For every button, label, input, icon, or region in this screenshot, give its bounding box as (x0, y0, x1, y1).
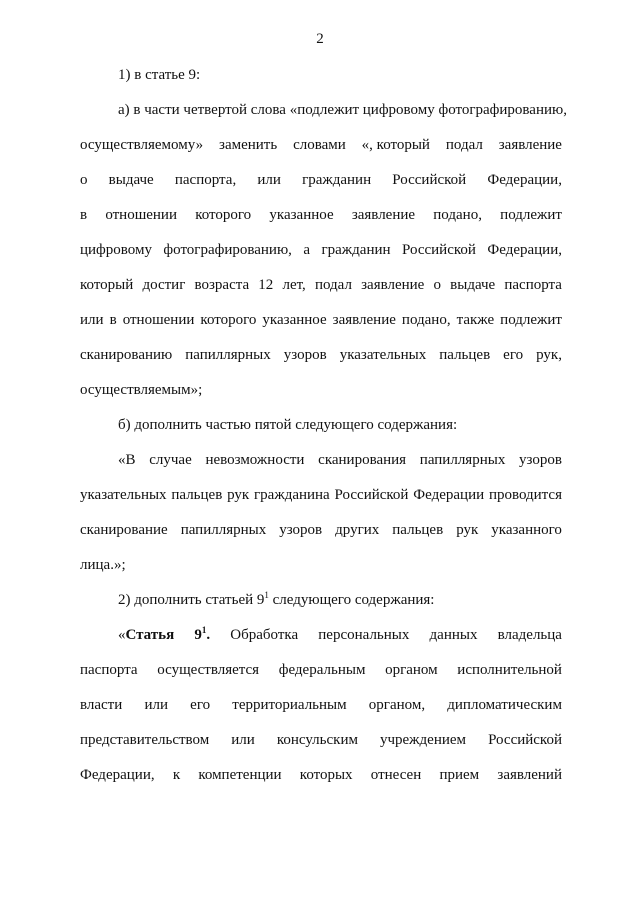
word: заявление (351, 207, 416, 223)
word: других (335, 522, 380, 538)
word: его (190, 697, 211, 713)
text-line (80, 346, 562, 364)
word: словами (293, 137, 346, 153)
superscript: 1 (264, 590, 269, 600)
word: заменить (219, 137, 278, 153)
word: прием (439, 767, 480, 783)
word: отношении (105, 207, 177, 223)
word: подано, (401, 312, 451, 328)
word: которого (200, 312, 257, 328)
word: папиллярных (185, 347, 271, 363)
word: фотографированию, (163, 242, 292, 258)
article-dot: . (206, 627, 211, 643)
word: подлежит (500, 312, 562, 328)
text-line (80, 171, 562, 189)
quote-mark: « (118, 627, 126, 643)
text-line (80, 696, 562, 714)
word: указательных (339, 347, 427, 363)
word: органом, (368, 697, 426, 713)
text-line (80, 521, 562, 539)
word: власти (80, 697, 123, 713)
word: Российской (402, 242, 476, 258)
word: узоров (519, 452, 562, 468)
word: паспорта (504, 277, 562, 293)
word: пальцев (392, 522, 444, 538)
word: консульским (276, 732, 358, 748)
word: 12 (258, 277, 274, 293)
word: пальцев (439, 347, 491, 363)
word: Российской (392, 172, 467, 188)
article-heading (118, 626, 174, 644)
word: цифровому (80, 242, 152, 258)
word: которых (299, 767, 353, 783)
text-line (80, 661, 562, 679)
text-line (80, 241, 562, 259)
word: проводится (488, 487, 562, 503)
word: узоров (279, 522, 323, 538)
word: также (456, 312, 495, 328)
word: заявление (498, 137, 562, 153)
text-line: осуществляемым»; (80, 382, 203, 398)
word: федеральным (278, 662, 366, 678)
word: или (144, 697, 168, 713)
word: в (109, 312, 117, 328)
word: «В (118, 452, 136, 468)
word: выдаче (108, 172, 154, 188)
text-line (80, 206, 562, 224)
word: отнесен (370, 767, 422, 783)
text-line: б) дополнить частью пятой следующего содержания: (118, 417, 458, 433)
word: гражданина (254, 487, 330, 503)
text-line (80, 766, 562, 784)
word: владельца (497, 627, 562, 643)
word: достиг (142, 277, 186, 293)
word: случае (149, 452, 192, 468)
word: узоров (283, 347, 327, 363)
word: Обработка (230, 627, 299, 643)
superscript: 1 (201, 625, 207, 635)
word: или (231, 732, 255, 748)
word: дипломатическим (447, 697, 562, 713)
article-word: Статья (125, 627, 175, 643)
word: Федерации (413, 487, 485, 503)
word: папиллярных (419, 452, 506, 468)
text-line (118, 626, 562, 644)
word: отношении (122, 312, 195, 328)
word: пальцев (171, 487, 223, 503)
text-line (118, 591, 562, 609)
word: о (80, 172, 88, 188)
article-number-main: 9 (194, 627, 202, 643)
page-number: 2 (316, 31, 324, 47)
text-line: лица.»; (80, 557, 126, 573)
word: учреждением (379, 732, 467, 748)
word: паспорта, (174, 172, 237, 188)
word: который (80, 277, 134, 293)
word: Федерации, (487, 242, 562, 258)
word: сканирование (80, 522, 168, 538)
text-line (80, 486, 562, 504)
word: указанное (269, 207, 334, 223)
word: указанного (491, 522, 562, 538)
word: подал (314, 277, 352, 293)
word: рук (227, 487, 250, 503)
word: папиллярных (180, 522, 267, 538)
text-fragment: следующего содержания: (268, 592, 435, 608)
word: персональных (318, 627, 410, 643)
word: невозможности (205, 452, 305, 468)
word: «, который (361, 137, 430, 153)
word: осуществляемому» (80, 137, 204, 153)
word: гражданин (321, 242, 391, 258)
word: паспорта (80, 662, 138, 678)
word: сканирования (318, 452, 407, 468)
text-line: 1) в статье 9: (118, 67, 201, 83)
word: которого (195, 207, 252, 223)
word: Федерации, (487, 172, 562, 188)
word: представительством (80, 732, 210, 748)
word: сканированию (80, 347, 173, 363)
text-line (118, 451, 562, 469)
word: или (257, 172, 281, 188)
text-line (80, 276, 562, 294)
word: возраста (194, 277, 250, 293)
word: рук (456, 522, 479, 538)
word: заявлений (497, 767, 562, 783)
word: его (503, 347, 524, 363)
word: территориальным (232, 697, 347, 713)
word: лет, (282, 277, 306, 293)
word: заявление (361, 277, 425, 293)
word: данных (429, 627, 478, 643)
word: подлежит (500, 207, 562, 223)
word: выдаче (450, 277, 496, 293)
word: о (433, 277, 441, 293)
word: подал (445, 137, 483, 153)
text-line (80, 731, 562, 749)
article-number (194, 626, 210, 644)
word: рук, (536, 347, 562, 363)
text-fragment: 2) дополнить статьей 9 (118, 592, 265, 608)
word: компетенции (198, 767, 282, 783)
word: к (172, 767, 181, 783)
word: Российской (488, 732, 562, 748)
word: гражданин (302, 172, 372, 188)
word: подано, (433, 207, 482, 223)
text-line (80, 136, 562, 154)
text-line: а) в части четвертой слова «подлежит цифровому фотографированию, (118, 102, 567, 118)
word: Российской (334, 487, 409, 503)
text-line (80, 311, 562, 329)
word: осуществляется (157, 662, 260, 678)
word: или (80, 312, 104, 328)
word: указательных (80, 487, 167, 503)
word: а (303, 242, 311, 258)
word: Федерации, (80, 767, 155, 783)
word: указанное (262, 312, 327, 328)
word: органом (385, 662, 438, 678)
word: заявление (332, 312, 396, 328)
word: в (80, 207, 88, 223)
word: исполнительной (457, 662, 562, 678)
